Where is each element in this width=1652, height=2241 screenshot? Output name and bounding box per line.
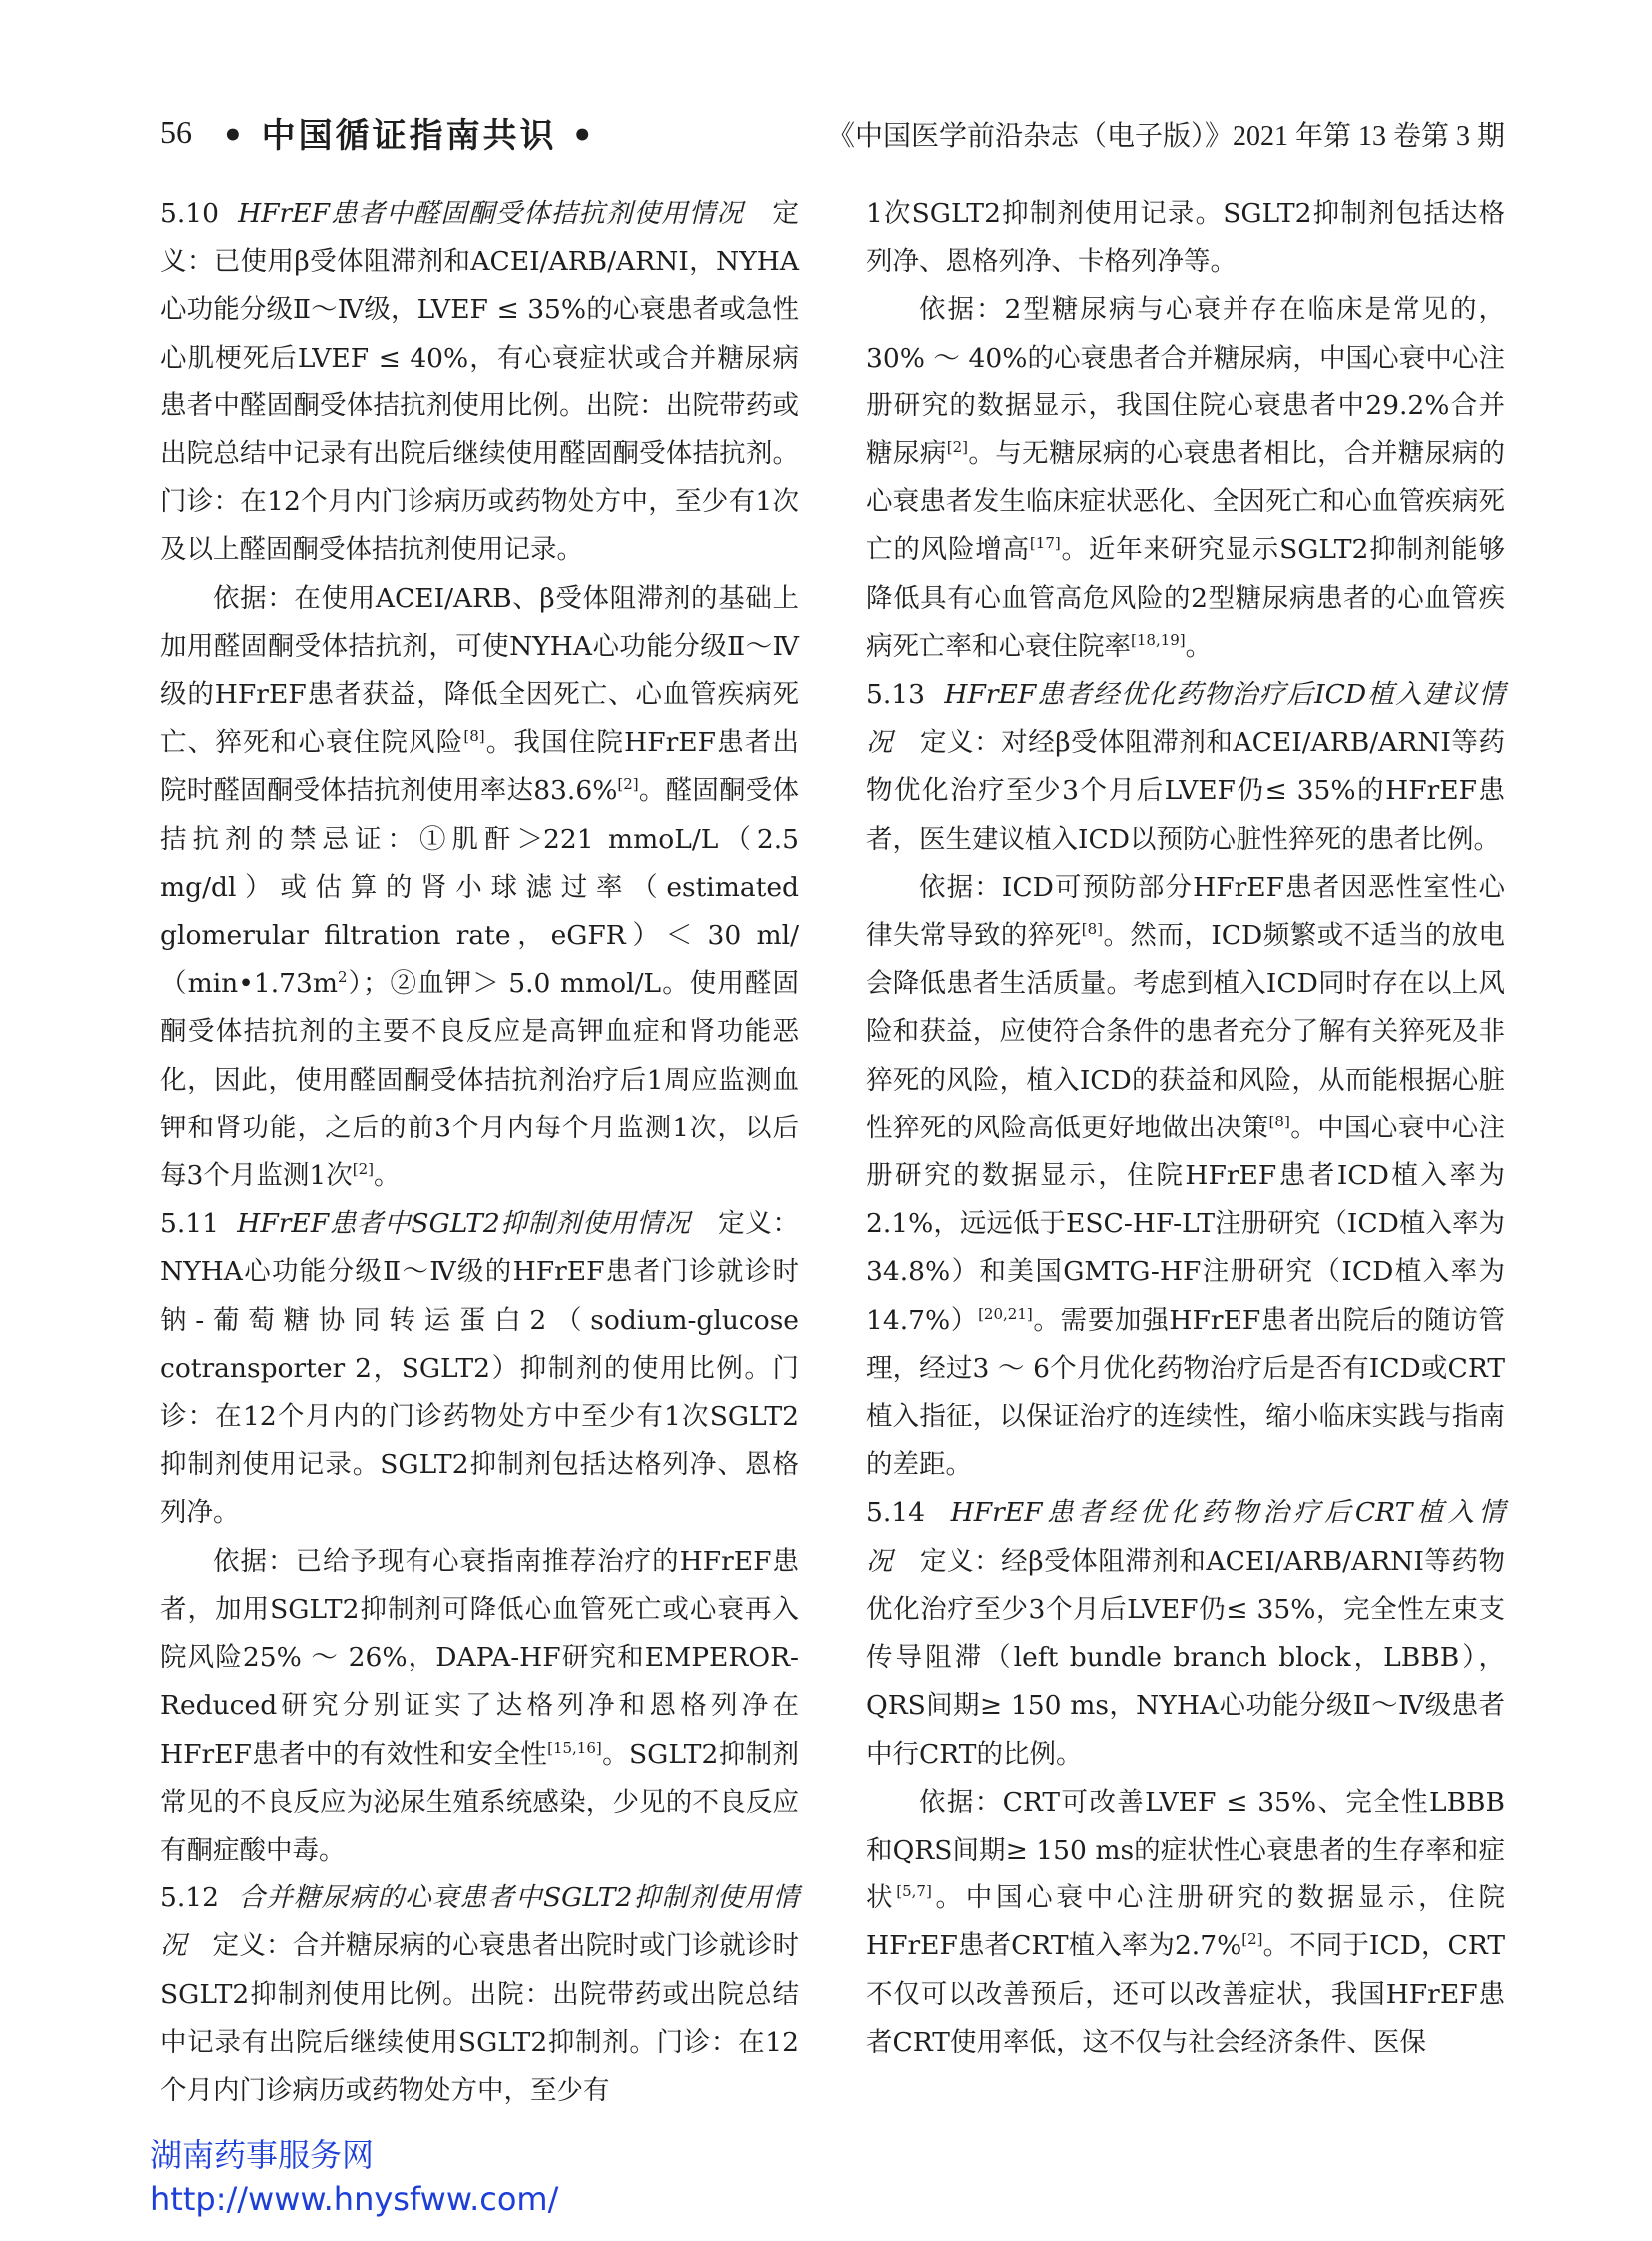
basis-text: 。 — [1185, 630, 1213, 662]
journal-section-tag: • 中国循证指南共识 • — [222, 116, 597, 156]
section-5-13 — [866, 671, 1505, 864]
section-5-12-definition-continued: 1次SGLT2抑制剂使用记录。SGLT2抑制剂包括达格列净、恩格列净、卡格列净等。 — [866, 198, 1505, 278]
section-title: 合并糖尿病的心衰患者中SGLT2抑制剂使用情况 — [160, 1882, 799, 1962]
basis-text: 依据：2型糖尿病与心衰并存在临床是常见的，30% ～ 40%的心衰患者合并糖尿病，中国心衰中心注册研究的数据显示，我国住院心衰患者中29.2%合并糖尿病 — [866, 294, 1505, 470]
section-title: HFrEF患者中SGLT2抑制剂使用情况 — [237, 1208, 691, 1240]
section-5-12 — [160, 1874, 799, 2115]
basis-text: 依据：已给予现有心衰指南推荐治疗的HFrEF患者，加用SGLT2抑制剂可降低心血管死亡或心衰再入院风险25% ～ 26%，DAPA-HF研究和EMPEROR-Reduced研究分别证实了达格列净和恩格列净在HFrEF患者中的有效性和安全性 — [160, 1545, 799, 1770]
section-5-10-basis — [160, 575, 799, 1201]
citation: [2] — [617, 775, 639, 794]
site-watermark — [150, 2133, 558, 2221]
section-title: HFrEF患者经优化药物治疗后ICD植入建议情况 — [866, 679, 1505, 759]
citation: [17] — [1029, 534, 1061, 553]
basis-text: 。不同于ICD，CRT不仅可以改善预后，还可以改善症状，我国HFrEF患者CRT使用率低，这不仅与社会经济条件、医保 — [866, 1930, 1505, 2058]
basis-text: 。近年来研究显示SGLT2抑制剂能够降低具有心血管高危风险的2型糖尿病患者的心血管疾病死亡率和心衰住院率 — [866, 534, 1505, 662]
section-5-12-basis — [866, 286, 1505, 671]
citation: [2] — [352, 1160, 374, 1179]
basis-text: ）；②血钾＞ 5.0 mmol/L。使用醛固酮受体拮抗剂的主要不良反应是高钾血症和肾功能恶化，因此，使用醛固酮受体拮抗剂治疗后1周应监测血钾和肾功能，之后的前3个月内每个月监测1次，以后每3个月监测1次 — [160, 968, 799, 1192]
watermark-site-url: http://www.hnysfww.com/ — [150, 2180, 559, 2218]
basis-text: 。与无糖尿病的心衰患者相比，合并糖尿病的心衰患者发生临床症状恶化、全因死亡和心血管疾病死亡的风险增高 — [866, 438, 1506, 566]
section-title: HFrEF患者经优化药物治疗后CRT植入情况 — [866, 1497, 1505, 1577]
section-definition: 定义：合并糖尿病的心衰患者出院时或门诊就诊时SGLT2抑制剂使用比例。出院：出院带药或出院总结中记录有出院后继续使用SGLT2抑制剂。门诊：在12个月内门诊病历或药物处方中，至少有 — [160, 1930, 800, 2106]
section-definition: 定义：已使用β受体阻滞剂和ACEI/ARB/ARNI，NYHA心功能分级Ⅱ～Ⅳ级，LVEF ≤ 35%的心衰患者或急性心肌梗死后LVEF ≤ 40%，有心衰症状或合并糖尿病患者中醛固酮受体拮抗剂使用比例。出院：出院带药或出院总结中记录有出院后继续使用醛固酮受体拮抗剂。门诊：在12个月内门诊病历或药物处方中，至少有1次及以上醛固酮受体拮抗剂使用记录。 — [160, 198, 799, 566]
basis-text: 。我国住院HFrEF患者出院时醛固酮受体拮抗剂使用率达83.6% — [160, 727, 799, 807]
watermark-site-name: 湖南药事服务网 — [150, 2136, 375, 2174]
section-definition: 定义：对经β受体阻滞剂和ACEI/ARB/ARNI等药物优化治疗至少3个月后LVEF仍≤ 35%的HFrEF患者，医生建议植入ICD以预防心脏性猝死的患者比例。 — [866, 727, 1505, 855]
basis-text: 。SGLT2抑制剂常见的不良反应为泌尿生殖系统感染，少见的不良反应有酮症酸中毒。 — [160, 1738, 799, 1866]
basis-text: 。需要加强HFrEF患者出院后的随访管理，经过3 ～ 6个月优化药物治疗后是否有ICD或CRT植入指征，以保证治疗的连续性，缩小临床实践与指南的差距。 — [866, 1304, 1505, 1481]
journal-issue-info: 《中国医学前沿杂志（电子版）》2021 年第 13 卷第 3 期 — [826, 121, 1505, 152]
citation: [8] — [1081, 920, 1103, 939]
basis-text: 。中国心衰中心注册研究的数据显示，住院HFrEF患者ICD植入率为2.1%，远远低于ESC-HF-LT注册研究（ICD植入率为34.8%）和美国GMTG-HF注册研究（ICD植入率为14.7%） — [866, 1112, 1506, 1336]
superscript: 2 — [338, 968, 348, 987]
citation: [2] — [1241, 1930, 1263, 1949]
section-number: 5.10 — [160, 198, 220, 229]
section-definition: 定义：NYHA心功能分级Ⅱ～Ⅳ级的HFrEF患者门诊就诊时钠-葡萄糖协同转运蛋白2（sodium-glucose cotransporter 2，SGLT2）抑制剂的使用比例。门诊：在12个月内的门诊药物处方中至少有1次SGLT2抑制剂使用记录。SGLT2抑制剂包括达格列净、恩格列净。 — [160, 1208, 799, 1529]
basis-text: 依据：CRT可改善LVEF ≤ 35%、完全性LBBB和QRS间期≥ 150 ms的症状性心衰患者的生存率和症状 — [866, 1786, 1505, 1914]
citation: [15,16] — [547, 1738, 602, 1757]
section-5-13-basis — [866, 864, 1505, 1490]
basis-text: 。中国心衰中心注册研究的数据显示，住院HFrEF患者CRT植入率为2.7% — [866, 1882, 1506, 1962]
section-number: 5.13 — [866, 679, 926, 711]
page-number: 56 — [160, 114, 192, 150]
section-5-14 — [866, 1489, 1505, 1778]
section-title: HFrEF患者中醛固酮受体拮抗剂使用情况 — [238, 198, 744, 229]
citation: [18,19] — [1131, 631, 1186, 649]
page-header — [160, 108, 1505, 168]
section-5-11 — [160, 1200, 799, 1537]
basis-text: 。醛固酮受体拮抗剂的禁忌证：①肌酐＞221 mmoL/L（2.5 mg/dl）或估算的肾小球滤过率（estimated glomerular filtration rate，eGFR）＜ 30 ml/（min•1.73m — [160, 775, 800, 1000]
section-5-11-basis — [160, 1538, 799, 1874]
section-5-14-basis — [866, 1779, 1505, 2067]
section-5-10 — [160, 190, 799, 575]
citation: [20,21] — [978, 1304, 1033, 1323]
citation: [8] — [463, 727, 485, 746]
right-column — [866, 190, 1505, 2067]
basis-text: 依据：ICD可预防部分HFrEF患者因恶性室性心律失常导致的猝死 — [866, 871, 1505, 952]
citation: [2] — [946, 438, 968, 457]
basis-text: 。然而，ICD频繁或不适当的放电会降低患者生活质量。考虑到植入ICD同时存在以上风险和获益，应使符合条件的患者充分了解有关猝死及非猝死的风险，植入ICD的获益和风险，从而能根据心脏性猝死的风险高低更好地做出决策 — [866, 920, 1505, 1143]
section-number: 5.14 — [866, 1497, 926, 1529]
left-column — [160, 190, 799, 2115]
section-number: 5.12 — [160, 1882, 220, 1914]
citation: [5,7] — [896, 1882, 932, 1901]
section-number: 5.11 — [160, 1208, 220, 1240]
section-definition: 定义：经β受体阻滞剂和ACEI/ARB/ARNI等药物优化治疗至少3个月后LVEF仍≤ 35%，完全性左束支传导阻滞（left bundle branch block，LBBB），QRS间期≥ 150 ms，NYHA心功能分级Ⅱ～Ⅳ级患者中行CRT的比例。 — [866, 1545, 1505, 1770]
citation: [8] — [1268, 1113, 1290, 1131]
basis-text: 依据：在使用ACEI/ARB、β受体阻滞剂的基础上加用醛固酮受体拮抗剂，可使NYHA心功能分级Ⅱ～Ⅳ级的HFrEF患者获益，降低全因死亡、心血管疾病死亡、猝死和心衰住院风险 — [160, 582, 799, 759]
basis-text: 。 — [373, 1160, 401, 1192]
